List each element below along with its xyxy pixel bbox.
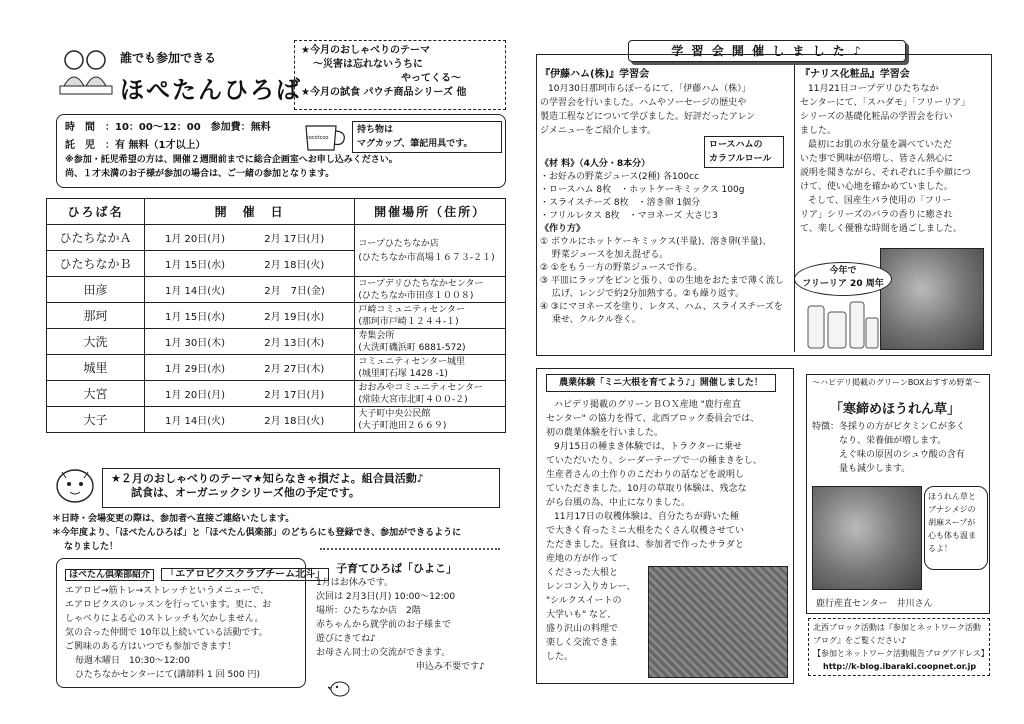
kosodate-title: 子育てひろば「ひよこ」: [336, 562, 457, 575]
place-address: (常陸大宮市北町４００-２): [358, 394, 468, 405]
greenbox-line: なり、栄養価が増します。: [812, 436, 947, 446]
kosodate-section: [316, 562, 506, 674]
farm-text-2: [546, 552, 646, 664]
farm-line: ていただいたり、シーダーテープで一の種まきをし、: [546, 456, 762, 466]
recipe-line: 広げ、レンジで約2分加熱する。②も繰り返す。: [540, 289, 745, 299]
row-date2: 2月 18日(火): [261, 251, 355, 277]
recipe-line: 乗せ、クルクル巻く。: [540, 315, 641, 325]
row-date2: 2月 27日(木): [261, 355, 355, 381]
recipe-line: 《作り方》: [540, 224, 586, 234]
row-date1: 1月 20日(月): [145, 381, 262, 407]
greenbox-line: えぐ味の原因のシュウ酸の含有: [812, 450, 965, 460]
row-date1: 1月 14日(火): [145, 277, 262, 303]
blog-heading: 【参加とネットワーク活動報告ブログアドレス】: [813, 649, 989, 658]
study-banner-text: 学 習 会 開 催 し ま し た ♪: [671, 44, 863, 58]
farm-title: 農業体験「ミニ大根を育てよう♪」開催しました！: [559, 378, 763, 388]
farm-line: 盛り沢山の料理で: [546, 624, 619, 634]
row-date2: 2月 17日(月): [261, 225, 355, 251]
tasting-label: ★今月の試食 パウチ商品シリーズ 他: [301, 87, 467, 98]
farm-line: レンコン入りカレー、: [546, 582, 636, 592]
row-date2: 2月 17日(月): [261, 381, 355, 407]
farm-line: 楽しく交流できま: [546, 638, 619, 648]
theme-box: [294, 40, 506, 110]
row-place: [355, 355, 506, 381]
row-name: 大洗: [47, 329, 145, 355]
greenbox-text: [812, 420, 988, 476]
place-name: おおみやコミュニティセンター: [358, 382, 484, 393]
greenbox-title: 「寒締めほうれん草」: [830, 402, 961, 417]
naris-section: [800, 68, 990, 236]
farm-line: ハピデリ掲載のグリーンＢＯＸ産地 "鹿行産直: [554, 400, 741, 410]
row-date1: 1月 30日(木): [145, 329, 262, 355]
header-illustration: [58, 46, 114, 98]
farm-line: くださった大根と: [546, 568, 619, 578]
club-tag: ほぺたん倶楽部紹介: [65, 569, 154, 581]
theme-label: ★今月のおしゃべりのテーマ: [301, 45, 430, 56]
place-name: コープデリひたちなかセンター: [358, 278, 484, 289]
bubble-text: るよ！: [928, 544, 952, 553]
row-place: [355, 303, 506, 329]
naris-text: シリーズの基礎化粧品の学習会を行い: [800, 112, 953, 122]
kosodate-decoration: [320, 548, 500, 558]
farm-line: 9月15日の種まき体験では、トラクターに乗せ: [554, 442, 742, 452]
header-subtitle: 誰でも参加できる: [120, 51, 217, 65]
note-change: ＊日時・会場変更の際は、参加者へ直接ご連絡いたします。: [52, 514, 295, 524]
club-schedule: 毎週木曜日 10:30～12:00: [75, 656, 190, 666]
schedule-table: [46, 198, 506, 433]
farm-line: 生産者さんの土作りのこだわりの話などを説明し: [546, 470, 745, 480]
farm-line: ていただきました。10月の草取り体験は、残念な: [546, 484, 747, 494]
row-place: [355, 407, 506, 433]
time-fee: 時 間 ：10：00～12：00 参加費：無料: [65, 122, 271, 133]
anniversary-text: 今年で: [829, 266, 857, 276]
row-place: [355, 381, 506, 407]
recipe-line: ② ①をもう一方の野菜ジュースで作る。: [540, 263, 703, 273]
place-name: 戸崎コミュニティセンター: [358, 304, 466, 315]
row-date1: 1月 20日(月): [145, 225, 262, 251]
farm-line: した。: [546, 652, 574, 662]
row-date1: 1月 29日(水): [145, 355, 262, 381]
place-name: コープひたちなか店: [358, 238, 439, 249]
blog-text: ブログ』をご覧ください♪: [813, 636, 907, 645]
row-date1: 1月 15日(水): [145, 303, 262, 329]
kosodate-text: 遊びにきてね♪: [316, 634, 376, 644]
note-apply: ※参加・託児希望の方は、開催２週間前までに総合企画室へお申し込みください。: [65, 155, 398, 165]
naris-title: 『ナリス化粧品』学習会: [800, 69, 910, 80]
farm-text: [546, 398, 790, 552]
row-name: 大子: [47, 407, 145, 433]
recipe-line: ・スライスチーズ 8枚 ・溶き卵 1個分: [540, 198, 701, 208]
table-row: [47, 277, 506, 303]
anniversary-badge: [794, 262, 892, 296]
greenbox-line: 量も減少します。: [812, 464, 911, 474]
bring-items: マグカップ、筆記用具です。: [357, 139, 473, 149]
place-name: 大子町中央公民館: [358, 408, 431, 419]
naris-text: て、楽しく優雅な時間を過ごしました。: [800, 224, 962, 234]
table-row: [47, 381, 506, 407]
bubble-text: ほうれん草と: [928, 492, 976, 501]
itoham-text: の学習会を行いました。ハムやソーセージの歴史や: [540, 98, 747, 108]
bring-label: 持ち物は: [357, 125, 394, 135]
bring-box: [352, 121, 502, 153]
place-address: (那珂市戸崎１２４４-１): [358, 316, 459, 327]
club-box: [56, 558, 326, 688]
greenbox-header: ～ハピデリ掲載のグリーンBOXおすすめ野菜～: [812, 378, 981, 387]
bubble-text: 心も体も温ま: [928, 531, 976, 540]
naris-text: いた事で興味が倍増し、皆さん熱心に: [800, 154, 954, 164]
greenbox-line: 特徴：冬採りの方がビタミンＣが多く: [812, 422, 966, 432]
feb-tasting: 試食は、オーガニックシリーズ他の予定です。: [131, 486, 360, 499]
row-name: ひたちなかＡ: [47, 225, 145, 251]
club-title: 「エアロビクスクラブチーム北斗」: [161, 568, 329, 581]
farm-line: 大学いも" など、: [546, 610, 617, 620]
bubble-text: ブナシメジの: [928, 505, 976, 514]
naris-text: そして、国産生パラ使用の「フリー: [808, 196, 952, 206]
feb-theme-box: [102, 468, 500, 508]
recipe-line: 野菜ジュースを加え混ぜる。: [540, 250, 669, 260]
place-address: (大子町池田２６６９): [358, 420, 447, 431]
club-desc: しゃべりによる心のストレッチも欠かしません。: [65, 614, 264, 624]
row-name: 大宮: [47, 381, 145, 407]
place-address: (城里町石塚 1428 -1): [358, 368, 448, 379]
row-name: ひたちなかＢ: [47, 251, 145, 277]
naris-text: けて、使い心地を確かめていました。: [800, 182, 953, 192]
farm-line: "シルクスイートの: [546, 596, 622, 606]
note-register: ＊今年度より、「ほぺたんひろば」と「ほぺたん倶楽部」のどちらにも登録でき、参加ができるように: [52, 528, 462, 538]
col-header-name: ひろば名: [47, 199, 145, 225]
mascot-illustration: [52, 466, 98, 508]
club-desc: エアロビクスのレッスンを行っています。更に、お: [65, 600, 272, 610]
divider: [794, 64, 795, 352]
recipe-line: ④ ③にマヨネーズを塗り、レタス、ハム、スライスチーズを: [540, 302, 783, 312]
recipe-line: ・お好みの野菜ジュース(2種) 各100cc: [540, 172, 700, 182]
theme-text-1: ～災害は忘れないうちに: [313, 59, 423, 70]
kosodate-text: 次回は 2月3日(月) 10:00～12:00: [316, 592, 456, 602]
row-place: [355, 225, 506, 277]
farm-line: センター" の協力を得て、北西ブロック委員会では、: [546, 414, 760, 424]
table-row: [47, 355, 506, 381]
anniversary-text: フリーリア 20 周年: [802, 279, 884, 289]
row-name: 田彦: [47, 277, 145, 303]
table-row: [47, 225, 506, 251]
kosodate-text: 1月はお休みです。: [316, 578, 394, 588]
farm-line: 産地の方が作って: [546, 554, 619, 564]
row-place: [355, 277, 506, 303]
col-header-date: 開 催 日: [145, 199, 355, 225]
itoham-section: [540, 68, 790, 138]
farmer-photo: [812, 486, 922, 590]
place-name: コミュニティセンター城里: [358, 356, 466, 367]
club-desc: ご興味のある方はいつでも参加できます！: [65, 642, 237, 652]
table-row: [47, 303, 506, 329]
row-date2: 2月 19日(水): [261, 303, 355, 329]
naris-text: 最初にお肌の水分量を調べていただ: [808, 140, 953, 150]
speech-bubble: [924, 486, 988, 570]
table-row: [47, 407, 506, 433]
farm-line: ただきました。昼食は、参加者で作ったサラダと: [546, 540, 744, 550]
recipe-title: カラフルロール: [709, 154, 772, 164]
recipe-title: ロースハムの: [709, 140, 763, 150]
schedule-header: [47, 199, 506, 225]
itoham-text: ジメニューをご紹介します。: [540, 126, 657, 136]
recipe-line: ・ロースハム 8枚 ・ホットケーキミックス 100g: [540, 185, 745, 195]
row-date2: 2月 7日(金): [261, 277, 355, 303]
farm-line: で大きく育ったミニ大根をたくさん収穫させてい: [546, 526, 745, 536]
farm-photo: [648, 566, 788, 678]
farm-title-bar: [546, 374, 776, 392]
itoham-title: 『伊藤ハム(株)』学習会: [540, 69, 650, 80]
kosodate-text: 赤ちゃんから就学前のお子様まで: [316, 620, 452, 630]
naris-text: センターにて、「スハダモ」「フリーリア」: [800, 98, 971, 108]
club-desc: エアロビ→筋トレ→ストレッチというメニューで、: [65, 586, 269, 596]
place-address: (ひたちなか市高場１６７３-２１): [358, 252, 495, 263]
itoham-text: 10月30日那珂市らぽーるにて、「伊藤ハム（株）」: [548, 84, 751, 94]
farm-line: 初の農業体験を行いました。: [546, 428, 664, 438]
farm-line: 11月17日の収穫体験は、自分たちが蒔いた種: [554, 512, 739, 522]
recipe-line: ・フリルレタス 8枚 ・マヨネーズ 大さじ3: [540, 211, 718, 221]
row-date1: 1月 15日(水): [145, 251, 262, 277]
theme-text-2: やってくる～: [401, 73, 461, 84]
cup-label: cocotcoo: [306, 135, 329, 141]
note-infant: 尚、１才未満のお子様が参加の場合は、ご一緒の参加となります。: [65, 169, 335, 179]
blog-link[interactable]: http://k-blog.ibaraki.coopnet.or.jp: [823, 662, 977, 671]
kosodate-no-apply: 申込み不要です♪: [416, 662, 485, 672]
row-date2: 2月 13日(木): [261, 329, 355, 355]
naris-photo: [880, 248, 984, 350]
kosodate-text: 場所：ひたちなか店 2階: [316, 606, 421, 616]
naris-text: ました。: [800, 126, 837, 136]
blog-text: 北西ブロック活動は『参加とネットワーク活動: [813, 623, 981, 632]
row-place: [355, 329, 506, 355]
note-register-end: なりました！: [64, 542, 119, 552]
childcare: 託 児 ：有 無料（1才以上）: [65, 140, 206, 151]
row-name: 那珂: [47, 303, 145, 329]
itoham-text: 製造工程などについて学びました。好評だったアレン: [540, 112, 756, 122]
club-header: [65, 565, 326, 580]
recipe-line: ① ボウルにホットケーキミックス(半量)、溶き卵(半量)、: [540, 237, 772, 247]
row-date1: 1月 14日(火): [145, 407, 262, 433]
club-place: ひたちなかセンターにて(講師料 1 回 500 円): [75, 670, 261, 680]
naris-text: 11月21日コープデリひたちなか: [808, 84, 939, 94]
farmer-caption: 鹿行産直センター 井川さん: [816, 599, 933, 609]
place-name: 寿集会所: [358, 330, 395, 341]
bubble-text: 胡麻スープが: [928, 518, 976, 527]
recipe-line: 《材 料》（4人分・8本分）: [540, 159, 651, 169]
place-address: (大洗町磯浜町 6881-572): [358, 342, 466, 353]
place-address: (ひたちなか市田彦１００８): [358, 290, 474, 301]
blog-box: [808, 618, 990, 676]
farm-line: がら台風の為、中止になりました。: [546, 498, 691, 508]
col-header-place: 開催場所（住所）: [355, 199, 506, 225]
recipe-section: [540, 158, 790, 327]
feb-theme: ★２月のおしゃべりのテーマ★知らなきゃ損だよ。組合員活動♪: [111, 472, 424, 485]
naris-text: 説明を聞きながら、それぞれに手や顔につ: [800, 168, 971, 178]
row-name: 城里: [47, 355, 145, 381]
club-desc: 気の合った仲間で 10年以上続いている活動です。: [65, 628, 268, 638]
table-row: [47, 329, 506, 355]
chick-icon: [328, 676, 352, 698]
naris-text: リア」シリーズのバラの香りに癒され: [800, 210, 953, 220]
page-title: ほぺたんひろば: [120, 76, 302, 104]
kosodate-text: お母さん同士の交流ができます。: [316, 648, 451, 658]
product-bottles: [804, 292, 880, 350]
row-date2: 2月 18日(火): [261, 407, 355, 433]
recipe-line: ③ 平皿にラップをピンと張り、①の生地をおたまで薄く流し: [540, 276, 784, 286]
